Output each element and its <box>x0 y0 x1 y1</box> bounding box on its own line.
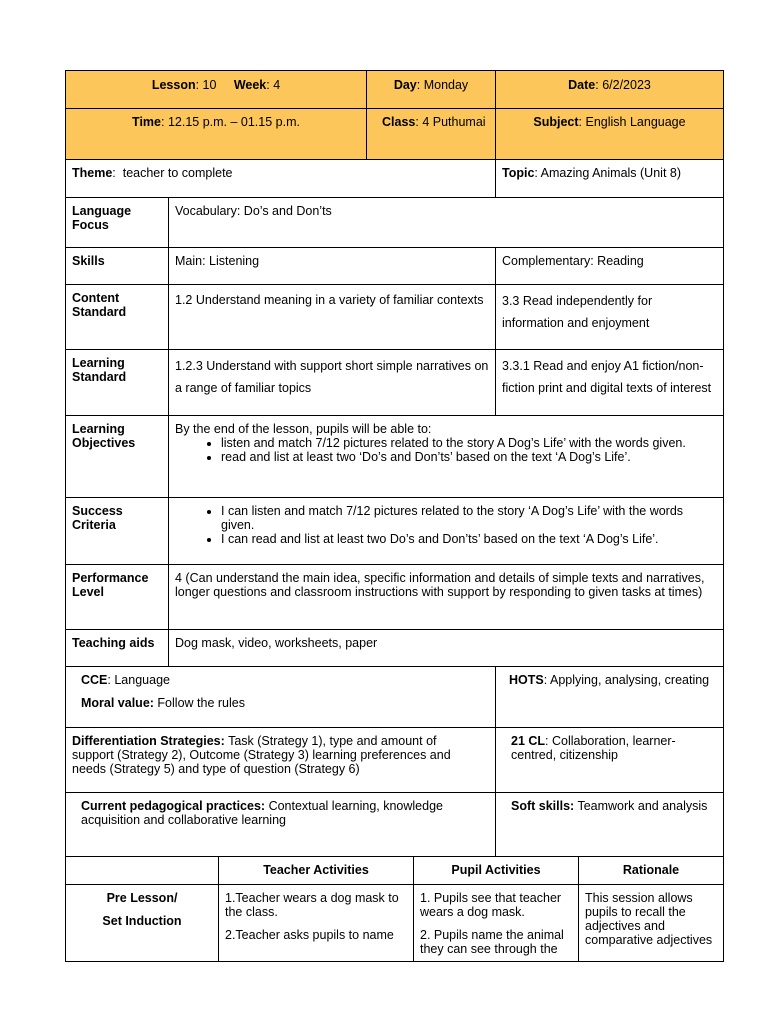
pedagogy-value: Contextual learning, knowledge acquisition and collaborative learning <box>81 799 443 827</box>
pupil-activities-cell <box>413 884 579 962</box>
cce-value: Language <box>114 673 170 687</box>
theme-value: teacher to complete <box>122 166 233 180</box>
language-focus-label: Language Focus <box>65 197 169 248</box>
learning-standard-main: 1.2.3 Understand with support short simple narratives on a range of familiar topics <box>168 349 496 416</box>
learning-objectives-cell <box>168 415 724 498</box>
hots-label: HOTS <box>509 673 544 687</box>
learning-standard-label: Learning Standard <box>65 349 169 416</box>
rationale-cell: This session allows pupils to recall the adjectives and comparative adjectives <box>578 884 724 962</box>
teacher-activities-header: Teacher Activities <box>218 856 414 885</box>
stage-cell <box>65 884 219 962</box>
moral-value-value: Follow the rules <box>157 696 245 710</box>
topic-cell: Topic: Amazing Animals (Unit 8) <box>495 159 724 198</box>
soft-skills-value: Teamwork and analysis <box>577 799 708 813</box>
class-label: Class <box>382 115 416 129</box>
content-standard-complementary: 3.3 Read independently for information and enjoyment <box>495 284 724 350</box>
differentiation-value: Task (Strategy 1), type and amount of support (Strategy 2), Outcome (Strategy 3) learning preferences and needs (Strategy 5) and type of question (Strategy 6) <box>72 734 451 776</box>
date-cell: Date: 6/2/2023 <box>495 70 724 109</box>
soft-skills-cell <box>495 792 724 857</box>
day-label: Day <box>393 78 417 92</box>
class-value: 4 Puthumai <box>422 115 486 129</box>
topic-label: Topic <box>502 166 535 180</box>
stage-line-2: Set Induction <box>102 914 182 928</box>
activities-stage-header <box>65 856 219 885</box>
cl21-label: 21 CL <box>511 734 546 748</box>
subject-label: Subject <box>533 115 579 129</box>
moral-value-label: Moral value: <box>81 696 154 710</box>
subject-value: English Language <box>585 115 686 129</box>
lesson-week-cell: Lesson: 10 Week: 4 <box>65 70 367 109</box>
learning-objective-item: • read and list at least two ‘Do’s and Don’ts’ based on the text ‘A Dog’s Life’. <box>221 450 717 464</box>
day-value: Monday <box>423 78 469 92</box>
skills-complementary: Complementary: Reading <box>495 247 724 285</box>
week-value: 4 <box>273 78 281 92</box>
teacher-activity-1: 1.Teacher wears a dog mask to the class. <box>225 891 399 919</box>
skills-label: Skills <box>65 247 169 285</box>
content-standard-label: Content Standard <box>65 284 169 350</box>
success-criteria-item: • I can read and list at least two Do’s and Don’ts’ based on the text ‘A Dog’s Life’. <box>221 532 707 546</box>
pupil-activity-1: 1. Pupils see that teacher wears a dog mask. <box>420 891 562 919</box>
success-criteria-cell <box>168 497 724 565</box>
date-value: 6/2/2023 <box>602 78 651 92</box>
week-label: Week <box>233 78 267 92</box>
lesson-label: Lesson <box>151 78 196 92</box>
performance-level-value: 4 (Can understand the main idea, specific information and details of simple texts and narratives, longer questions and classroom instructions with support by responding to given tasks at times) <box>168 564 724 630</box>
class-cell: Class: 4 Puthumai <box>366 108 496 160</box>
date-label: Date <box>568 78 596 92</box>
skills-main: Main: Listening <box>168 247 496 285</box>
cce-label: CCE <box>81 673 108 687</box>
success-criteria-list <box>175 504 717 546</box>
theme-label: Theme <box>72 166 113 180</box>
time-value: 12.15 p.m. – 01.15 p.m. <box>167 115 300 129</box>
learning-objective-item: • listen and match 7/12 pictures related to the story A Dog’s Life’ with the words given. <box>221 436 717 450</box>
learning-objectives-list <box>175 436 717 464</box>
teacher-activity-2: 2.Teacher asks pupils to name <box>225 928 394 942</box>
hots-value: Applying, analysing, creating <box>550 673 710 687</box>
teaching-aids-value: Dog mask, video, worksheets, paper <box>168 629 724 667</box>
soft-skills-label: Soft skills: <box>511 799 575 813</box>
performance-level-label: Performance Level <box>65 564 169 630</box>
lesson-value: 10 <box>202 78 217 92</box>
subject-cell: Subject: English Language <box>495 108 724 160</box>
time-label: Time <box>132 115 161 129</box>
content-standard-main: 1.2 Understand meaning in a variety of familiar contexts <box>168 284 496 350</box>
hots-cell: HOTS: Applying, analysing, creating <box>495 666 724 728</box>
cl21-cell: 21 CL: Collaboration, learner-centred, citizenship <box>495 727 724 793</box>
theme-cell: Theme: teacher to complete <box>65 159 496 198</box>
day-cell: Day: Monday <box>366 70 496 109</box>
pedagogy-cell <box>65 792 496 857</box>
pupil-activities-header: Pupil Activities <box>413 856 579 885</box>
learning-objectives-intro: By the end of the lesson, pupils will be able to: <box>175 422 432 436</box>
language-focus-value: Vocabulary: Do’s and Don’ts <box>168 197 724 248</box>
stage-line-1: Pre Lesson/ <box>106 891 178 905</box>
differentiation-cell <box>65 727 496 793</box>
learning-objectives-label: Learning Objectives <box>65 415 169 498</box>
success-criteria-item: • I can listen and match 7/12 pictures related to the story ‘A Dog’s Life’ with the words given. <box>221 504 707 532</box>
time-cell: Time: 12.15 p.m. – 01.15 p.m. <box>65 108 367 160</box>
rationale-header: Rationale <box>578 856 724 885</box>
teaching-aids-label: Teaching aids <box>65 629 169 667</box>
teacher-activities-cell <box>218 884 414 962</box>
pupil-activity-2: 2. Pupils name the animal they can see through the <box>420 928 564 956</box>
cl21-value: Collaboration, learner-centred, citizenship <box>511 734 676 762</box>
learning-standard-complementary: 3.3.1 Read and enjoy A1 fiction/non-fiction print and digital texts of interest <box>495 349 724 416</box>
topic-value: Amazing Animals (Unit 8) <box>540 166 681 180</box>
success-criteria-label: Success Criteria <box>65 497 169 565</box>
cce-cell: CCE: Language Moral value: Follow the rules <box>65 666 496 728</box>
pedagogy-label: Current pedagogical practices: <box>81 799 266 813</box>
differentiation-label: Differentiation Strategies: <box>72 734 225 748</box>
